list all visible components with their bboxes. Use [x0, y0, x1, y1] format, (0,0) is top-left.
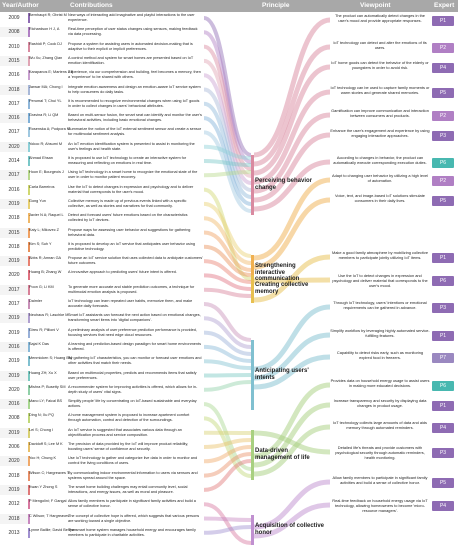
row-author: Daimler [29, 299, 43, 303]
principle-bar [251, 340, 254, 410]
row-year: 2020 [0, 456, 28, 466]
row-year: 2020 [0, 142, 28, 152]
row-contribution: Based on multi-sensor fusion, the smart seat can identify and monitor the user's behavioral activities, including basic emotional changes. [68, 113, 202, 123]
viewpoint-text: Use the IoT to detect changes in expression and psychology and deliver material that corresponds to the user's mood. [332, 273, 428, 288]
principle-label: Anticipating users' intents [255, 368, 309, 381]
viewpoint-text: Detailed life's threats and provide customers with psychological security through automatic reminders, health monitoring. [335, 445, 425, 460]
row-contribution: An IoT service is suggested that associates various data through an objectification process and service composition. [68, 427, 182, 437]
viewpoint-text: Simplify workflow by leveraging highly automated service-fulfilling features. [330, 328, 430, 338]
row-year: 2017 [0, 127, 28, 137]
row-contribution: The concept of collective hope is offered, which suggests that various persons are working toward a single objective. [68, 513, 200, 523]
row-contribution: A innovative approach to predicting users' future intent is offered. [68, 270, 177, 275]
principle-label: Data-driven management of life [255, 448, 310, 461]
row-year: 2009 [0, 13, 28, 23]
row-contribution: Propose an IoT service solution that uses collected data to anticipate customers' future outcomes. [68, 256, 203, 266]
flow-row-to-principle [204, 333, 251, 354]
expert-badge: P6 [432, 158, 454, 168]
row-author: Mano LY; Faical BS [29, 399, 63, 404]
expert-badge: P4 [432, 63, 454, 73]
row-year: 2019 [0, 313, 28, 323]
row-year: 2017 [0, 285, 28, 295]
row-author: P Mengolini; F Gangal [29, 499, 67, 504]
row-contribution: Detect and forecast users' future emotions based on the characteristics collected by IoT devices. [68, 213, 188, 223]
row-contribution: To generate more accurate and stable prediction outcomes, a technique for multimodal emotion analysis is proposed. [68, 284, 195, 294]
row-author: Wu Xu; Zhang Qian [29, 55, 63, 60]
row-contribution: The precision of data provided by the IoT will improve product reliability, boosting users' sense of confidence and security. [68, 442, 189, 451]
row-author: Lynne Baillie; David Benyon [29, 527, 77, 532]
principle-label: Perceiving behavior change [255, 178, 313, 191]
row-year: 2018 [0, 471, 28, 481]
row-year: 2019 [0, 428, 28, 438]
row-author: Mishra P; Busetty SM [29, 384, 66, 389]
expert-badge: P2 [432, 111, 454, 121]
flow-row-to-principle [204, 375, 251, 376]
flow-row-to-principle [204, 527, 251, 533]
row-contribution: Propose ways for assessing user behavior and suggestions for gathering behavioral data. [68, 227, 191, 237]
row-year: 2020 [0, 270, 28, 280]
viewpoint-text: Gamification can improve communication and interaction between consumers and products. [331, 108, 429, 118]
row-author: Karapanos E; Martens J B [29, 70, 74, 75]
row-contribution: Integrate emotion awareness and design an emotion-aware IoT service system to help consumers do daily tasks. [68, 84, 201, 94]
row-contribution: By communicating indoor environmental information to users via sensors and systems spread around the space. [68, 470, 198, 480]
row-author: Sajal K Das [29, 341, 49, 346]
expert-badge: P1 [432, 331, 454, 341]
principle-bar [251, 155, 254, 215]
row-contribution: Collective memory is made up of previous events linked with a specific collective, as well as stories and narratives for that community. [68, 198, 187, 208]
viewpoint-text: According to changes in behavior, the product can automatically execute corresponding execution duties. [333, 155, 427, 165]
row-author: Ahmad Ehsan [29, 156, 53, 160]
viewpoint-text: IoT technology collects large amounts of data and aids memory through automated reminders. [332, 420, 427, 430]
row-author: Menmicken S; Huang EM [29, 356, 73, 361]
expert-badge: P2 [432, 176, 454, 186]
expert-badge: P4 [432, 423, 454, 433]
flow-row-to-principle [204, 290, 251, 296]
row-year: 2017 [0, 299, 28, 309]
flow-principle-to-viewpoint [254, 47, 330, 164]
expert-badge: P3 [432, 303, 454, 313]
row-author: Yoo H; Chung K [29, 456, 57, 461]
row-author: Ding N; Xu PQ [29, 413, 54, 418]
expert-badge: P1 [432, 401, 454, 411]
header-principle: Principle [262, 2, 290, 9]
row-author: Yokoo R; Ahsumi M [29, 141, 62, 146]
row-author: C Wilson; T Hargreaves [29, 513, 70, 518]
row-year: 2015 [0, 56, 28, 66]
row-year: 2017 [0, 99, 28, 109]
row-contribution: Based on multimodal properties, predicts and recommends items that satisfy user preferences. [68, 370, 197, 380]
row-author: Huang B; Zhang W [29, 270, 62, 275]
expert-badge: P4 [432, 501, 454, 511]
header-author: Year/Author [2, 2, 39, 9]
row-contribution: Propose a system for assisting users in automated decision-making that is adaptive to their explicit or implicit preferences. [68, 41, 193, 51]
row-year: 2020 [0, 385, 28, 395]
header-contributions: Contributions [70, 2, 113, 9]
row-year: 2019 [0, 256, 28, 266]
flow-row-to-principle [204, 504, 251, 543]
row-author: Huang ZH; Xu X [29, 370, 57, 375]
row-year: 2015 [0, 228, 28, 238]
principle-label: Strengthening interactive communication [255, 263, 300, 282]
row-contribution: Real-time perception of user status changes using sensors, making feedback via data processing. [68, 27, 198, 37]
row-year: 2019 [0, 328, 28, 338]
viewpoint-text: Allow family members to participate in significant family activities and build a sense of collective honor. [332, 475, 428, 485]
row-author: Neuhaus R; Laschke M [29, 313, 69, 318]
row-contribution: Experience, via our comprehension and building, feel becomes a memory, then a 'experience' to be shared with others. [68, 70, 201, 80]
flow-principle-to-viewpoint [254, 385, 330, 456]
row-contribution: A recommender system for improving activities is offered, which allows for in-depth study of users' vital signs. [68, 384, 198, 394]
row-contribution: Use the IoT to detect changes in expression and psychology and to deliver material that corresponds to the user's mood. [68, 184, 194, 194]
row-year: 2018 [0, 213, 28, 223]
row-year: 2019 [0, 199, 28, 209]
row-author: Perumal T; Chui YL [29, 98, 62, 103]
viewpoint-text: Real-time feedback on household energy usage via IoT technology, allowing homeowners to become 'micro-resource managers'. [332, 498, 428, 513]
expert-badge: P6 [432, 381, 454, 391]
row-contribution: A learning and prediction-based design paradigm for smart home environments is offered. [68, 341, 201, 351]
row-author: Abbs R; Amran GA [29, 256, 62, 261]
row-contribution: Allow family members to participate in significant family activities and build a sense of collective honor. [68, 499, 196, 509]
viewpoint-text: Increase transparency and security by displaying data changes in product usage. [333, 398, 427, 408]
row-contribution: Using IoT technology in a smart home to recognize the emotional state of the user in order to monitor patient recovery. [68, 170, 198, 180]
row-author: Gravina R; Li QM [29, 113, 59, 118]
row-contribution: The smart home system manages household energy and encourages family members to participate in charitable activities. [68, 527, 196, 537]
row-author: Jarwar MA; Chong I [29, 84, 63, 89]
row-year: 2016 [0, 399, 28, 409]
row-year: 2018 [0, 514, 28, 524]
row-author: Bernhaupt R; Obrist M [29, 13, 67, 17]
expert-badge: P5 [432, 88, 454, 98]
row-author: Carla Barreiros [29, 184, 55, 189]
row-contribution: A control method and system for smart homes are presented based on IoT emotion identification. [68, 55, 194, 65]
row-contribution: Use IoT technology to gather and categorize live data in order to monitor and control the living conditions of users. [68, 456, 198, 466]
flow-principle-to-viewpoint [254, 180, 330, 258]
row-year: 2006 [0, 442, 28, 452]
viewpoint-text: Make a good family atmosphere by mobilizing collective members to participate jointly utilizing IoT items. [331, 250, 428, 260]
principle-label: Acquisition of collective honor [255, 523, 325, 536]
row-contribution: Smart IoT assistants can forecast the next action based on emotional changes, transforming smart items into 'digital companions'. [68, 313, 201, 323]
row-author: Kim S; Suh Y [29, 241, 52, 246]
row-year: 2016 [0, 342, 28, 352]
principle-bar [251, 430, 254, 480]
row-author: Richardson H J, A [29, 27, 60, 32]
row-year: 2014 [0, 156, 28, 166]
expert-badge: P2 [432, 43, 454, 53]
row-year: 2018 [0, 85, 28, 95]
viewpoint-text: Capability to detect risks early, such as monitoring expired food in freezers. [336, 350, 424, 360]
expert-badge: P5 [432, 196, 454, 206]
row-contribution: The smart home building challenges may entail community level, social interactions, and energy issues, as well as moral and pleasure. [68, 484, 188, 494]
expert-badge: P3 [432, 131, 454, 141]
row-year: 2010 [0, 42, 28, 52]
expert-badge: P1 [432, 253, 454, 263]
viewpoint-text: Adapt to changing user behavior by utilizing a high level of automation. [331, 173, 429, 183]
row-author: Rashidi P; Cook DJ [29, 41, 62, 46]
row-contribution: IoT technology can learn repeated user habits, memorize them, and make accurate daily forecasts. [68, 299, 193, 308]
viewpoint-text: Provides data on household energy usage to assist users in making more educated decisions. [330, 378, 430, 388]
row-contribution: By gathering IoT characteristics, you can monitor or forecast user emotions and other activities that match their needs. [68, 356, 202, 366]
row-author: Wilson C; Hargreaves T [29, 470, 70, 475]
viewpoint-text: Enhance the user's engagement and experience by using engaging interactive approaches. [330, 128, 430, 138]
row-contribution: New ways of interacting add imaginative and playful interactions to the user experience. [68, 13, 195, 22]
principle-bar [251, 515, 254, 545]
row-year: 2016 [0, 113, 28, 123]
viewpoint-text: IoT technology can detect and alter the emotions of its users. [333, 40, 427, 50]
row-year: 2016 [0, 70, 28, 80]
row-author: Rosenska A; Podpora M [29, 127, 70, 132]
expert-badge: P6 [432, 276, 454, 286]
row-contribution: A home management system is proposed to increase apartment comfort through automation, control and detection of the surroundings. [68, 413, 190, 423]
row-contribution: A preliminary analysis of user preference prediction performance is provided, focusing services that need edge cloud resources. [68, 327, 197, 337]
row-year: 2019 [0, 371, 28, 381]
row-author: Davidoff S; Lee M K [29, 442, 63, 446]
row-author: Gireu R; Pillioni V [29, 327, 59, 332]
principle-label: Creating collective memory [255, 282, 309, 295]
viewpoint-text: Through IoT technology, users' intentions or emotional requirements can be gathered in advance. [333, 300, 427, 310]
row-contribution: It is proposed to develop an IoT service that anticipates user behavior using predictive technology. [68, 241, 195, 251]
expert-badge: P5 [432, 478, 454, 488]
row-contribution: It is proposed to use IoT technology to create an interactive system for measuring and reflecting on emotions in real time. [68, 156, 187, 165]
flow-row-to-principle [204, 261, 251, 282]
principle-bar [251, 275, 254, 303]
row-contribution: Summarize the notion of the IoT external sentiment sensor and create a sensor for multimodal sentiment analysis. [68, 127, 202, 137]
flow-row-to-principle [204, 519, 251, 521]
row-author: Kaiy L; Mikovec Z [29, 227, 59, 232]
row-year: 2018 [0, 242, 28, 252]
viewpoint-text: Voice, text, and image-based IoT solutions stimulate consumers in their daily lives. [335, 193, 425, 203]
row-author: Javier N A; Raquel L [29, 213, 64, 218]
viewpoint-text: IoT technology can be used to capture family moments or warm stories and generate shared memories. [330, 85, 430, 95]
row-author: Lei S; Chong I [29, 427, 54, 432]
expert-badge: P7 [432, 353, 454, 363]
row-contribution: It is recommended to recognize environmental changes when using IoT goods in order to collect changes in users' behavioral attributes. [68, 98, 200, 108]
row-author: Gong Yun [29, 198, 46, 203]
row-year: 2013 [0, 528, 28, 538]
viewpoint-text: IoT home goods can detect the behavior of the elderly or youngsters in order to avoid risk. [331, 60, 429, 70]
row-author: Hoon E; Bourgeois J [29, 170, 64, 175]
row-author: Poon G; Li KM [29, 284, 54, 289]
expert-badge: P1 [432, 16, 454, 26]
header-viewpoint: Viewpoint [360, 2, 391, 9]
row-contribution: An IoT emotion identification system is presented to assist in monitoring the user's feelings and health state. [68, 141, 195, 151]
row-year: 2019 [0, 356, 28, 366]
row-author: Kwan Y Zhong S [29, 484, 58, 489]
header-expert: Expert [434, 2, 455, 9]
flow-row-to-principle [204, 382, 251, 390]
row-year: 2008 [0, 27, 28, 37]
expert-badge: P3 [432, 448, 454, 458]
row-year: 2019 [0, 485, 28, 495]
row-year: 2017 [0, 170, 28, 180]
row-year: 2012 [0, 499, 28, 509]
row-contribution: Simplify people' life by concentrating on IoT-based sustainable and everyday actions. [68, 399, 197, 409]
row-year: 2016 [0, 185, 28, 195]
viewpoint-text: The product can automatically detect changes in the user's mood and provide appropriate responses. [335, 13, 425, 23]
row-year: 2008 [0, 413, 28, 423]
